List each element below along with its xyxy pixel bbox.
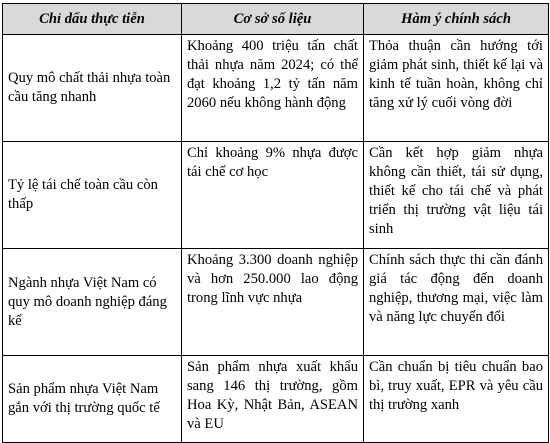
cell-policy-implication: Cần chuẩn bị tiêu chuẩn bao bì, truy xuất, EPR và yêu cầu thị trường xanh [364, 356, 549, 443]
cell-policy-implication: Cần kết hợp giảm nhựa không cần thiết, tái sử dụng, thiết kế cho tái chế và phát triển thị trường vật liệu tái sinh [364, 142, 549, 249]
cell-policy-implication: Thỏa thuận cần hướng tới giảm phát sinh, thiết kế lại và kinh tế tuần hoàn, không chỉ tăng xử lý cuối vòng đời [364, 35, 549, 142]
cell-data-basis: Khoảng 3.300 doanh nghiệp và hơn 250.000 lao động trong lĩnh vực nhựa [182, 249, 364, 356]
table-row [3, 356, 549, 443]
header-policy-implication: Hàm ý chính sách [364, 4, 549, 35]
header-data-basis: Cơ sở số liệu [182, 4, 364, 35]
cell-data-basis: Sản phẩm nhựa xuất khẩu sang 146 thị trường, gồm Hoa Kỳ, Nhật Bản, ASEAN và EU [182, 356, 364, 443]
policy-table [2, 3, 549, 443]
table-row [3, 35, 549, 142]
table-header-row [3, 4, 549, 35]
cell-policy-implication: Chính sách thực thi cần đánh giá tác động đến doanh nghiệp, thương mại, việc làm và năng lực chuyển đổi [364, 249, 549, 356]
cell-data-basis: Chỉ khoảng 9% nhựa được tái chế cơ học [182, 142, 364, 249]
header-indicator: Chỉ dấu thực tiễn [3, 4, 182, 35]
cell-indicator: Quy mô chất thải nhựa toàn cầu tăng nhanh [3, 35, 182, 142]
table-row [3, 249, 549, 356]
cell-indicator: Ngành nhựa Việt Nam có quy mô doanh nghiệp đáng kể [3, 249, 182, 356]
cell-indicator: Tỷ lệ tái chế toàn cầu còn thấp [3, 142, 182, 249]
cell-indicator: Sản phẩm nhựa Việt Nam gắn với thị trường quốc tế [3, 356, 182, 443]
cell-data-basis: Khoảng 400 triệu tấn chất thải nhựa năm 2024; có thể đạt khoảng 1,2 tỷ tấn năm 2060 nếu không hành động [182, 35, 364, 142]
table-row [3, 142, 549, 249]
